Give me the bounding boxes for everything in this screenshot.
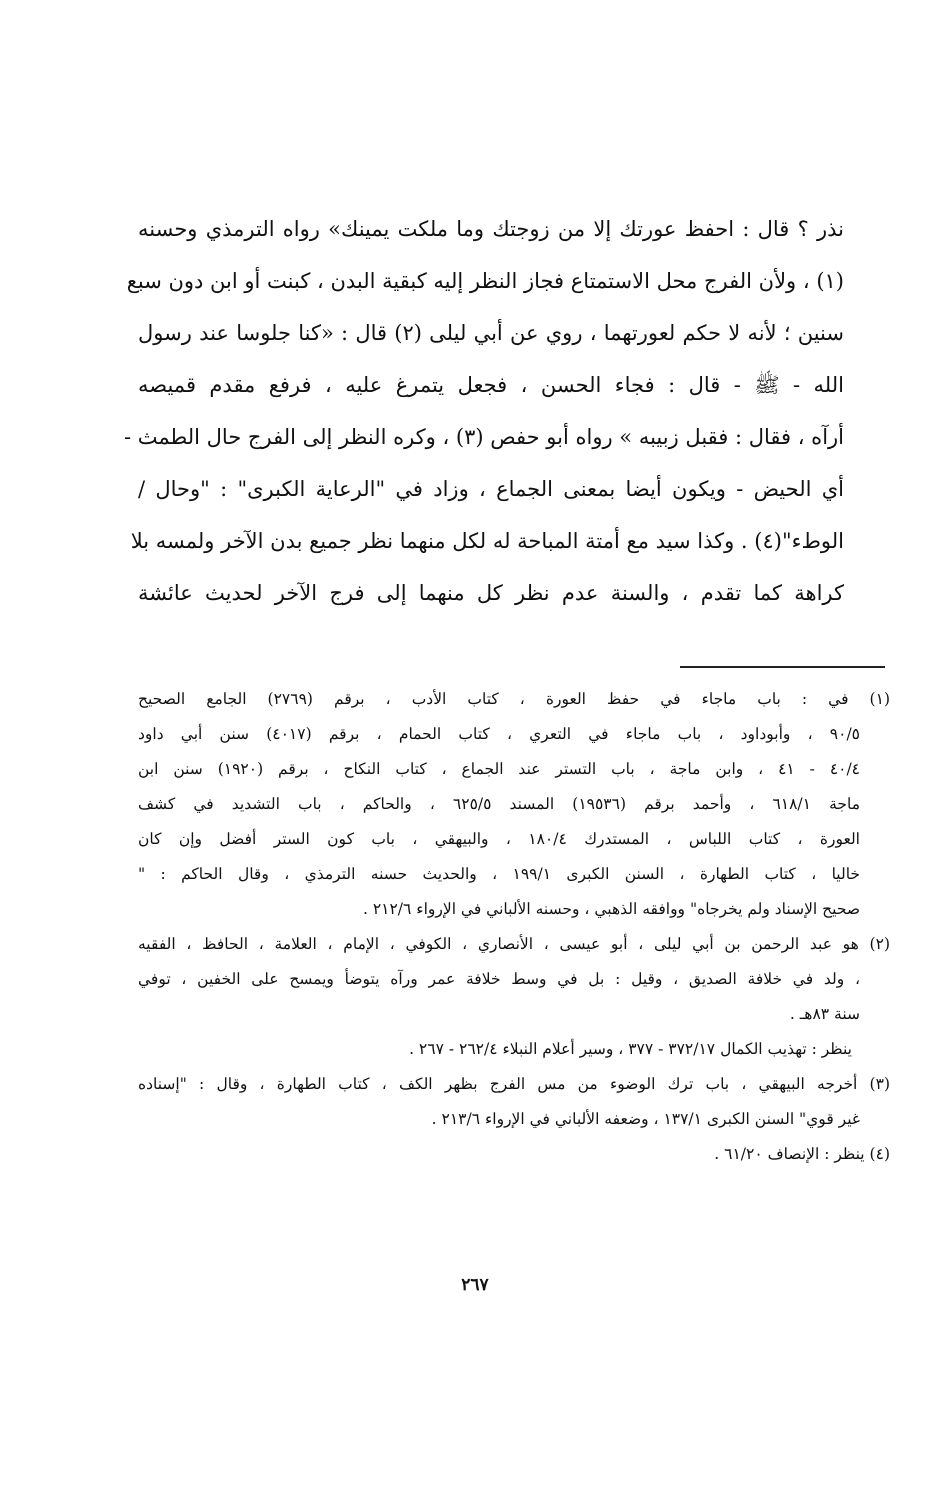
- footnote-line: ماجة ٦١٨/١ ، وأحمد برقم (١٩٥٣٦) المسند ٦٢٥/٥ ، والحاكم ، باب التشديد في كشف: [138, 795, 860, 813]
- footnote-line: ، ولد في خلافة الصديق ، وقيل : بل في وسط خلافة عمر ورآه يتوضأ ويمسح على الخفين ، توفي: [138, 970, 860, 988]
- footnote-line: صحيح الإسناد ولم يخرجاه" ووافقه الذهبي ، وحسنه الألباني في الإرواء ٢١٢/٦ .: [362, 900, 860, 918]
- footnote-line: غير قوي" السنن الكبرى ١٣٧/١ ، وضعفه الألباني في الإرواء ٢١٣/٦ .: [431, 1110, 860, 1128]
- footnotes: [138, 682, 890, 1172]
- text-line: أرآه ، فقال : فقبل زبيبه » رواه أبو حفص (٣) ، وكره النظر إلى الفرج حال الطمث -: [123, 425, 844, 449]
- page-number: ٢٦٧: [461, 1275, 489, 1295]
- footnote-line: ٩٠/٥ ، وأبوداود ، باب ماجاء في التعري ، كتاب الحمام ، برقم (٤٠١٧) سنن أبي داود: [138, 725, 860, 743]
- text-line: كراهة كما تقدم ، والسنة عدم نظر كل منهما إلى فرج الآخر لحديث عائشة: [138, 581, 844, 605]
- text-line: أي الحيض - ويكون أيضا بمعنى الجماع ، وزاد في "الرعاية الكبرى" : "وحال /: [138, 477, 844, 501]
- text-line: سنين ؛ لأنه لا حكم لعورتهما ، روي عن أبي ليلى (٢) قال : «كنا جلوسا عند رسول: [138, 321, 844, 345]
- text-line: (١) ، ولأن الفرج محل الاستمتاع فجاز النظر إليه كبقية البدن ، كبنت أو ابن دون سبع: [126, 269, 844, 293]
- main-text: [123, 203, 844, 619]
- footnote-line: خاليا ، كتاب الطهارة ، السنن الكبرى ١٩٩/١ ، والحديث حسنه الترمذي ، وقال الحاكم : ": [138, 865, 860, 883]
- text-line: الوطء"(٤) . وكذا سيد مع أمتة المباحة له لكل منهما نظر جميع بدن الآخر ولمسه بلا: [130, 529, 844, 553]
- footnote-line: ٤٠/٤ - ٤١ ، وابن ماجة ، باب التستر عند الجماع ، كتاب النكاح ، برقم (١٩٢٠) سنن ابن: [138, 760, 861, 778]
- footnote-line: (٤) ينظر : الإنصاف ٦١/٢٠ .: [714, 1145, 890, 1163]
- footnote-line: (٢) هو عبد الرحمن بن أبي ليلى ، أبو عيسى ، الأنصاري ، الكوفي ، الإمام ، العلامة ، الحافظ ، الفقيه: [138, 935, 890, 953]
- text-line: الله - ﷺ - قال : فجاء الحسن ، فجعل يتمرغ عليه ، فرفع مقدم قميصه: [138, 373, 844, 397]
- footnote-line: ينظر : تهذيب الكمال ٣٧٢/١٧ - ٣٧٧ ، وسير أعلام النبلاء ٢٦٢/٤ - ٢٦٧ .: [409, 1040, 852, 1058]
- footnote-line: سنة ٨٣هـ .: [789, 1005, 860, 1023]
- footnote-line: (٣) أخرجه البيهقي ، باب ترك الوضوء من مس الفرج بظهر الكف ، كتاب الطهارة ، وقال : "إسناده: [138, 1075, 890, 1093]
- footnote-line: (١) في : باب ماجاء في حفظ العورة ، كتاب الأدب ، برقم (٢٧٦٩) الجامع الصحيح: [138, 690, 890, 708]
- text-line: نذر ؟ قال : احفظ عورتك إلا من زوجتك وما ملكت يمينك» رواه الترمذي وحسنه: [138, 217, 844, 241]
- footnote-line: العورة ، كتاب اللباس ، المستدرك ١٨٠/٤ ، والبيهقي ، باب كون الستر أفضل وإن كان: [138, 830, 860, 848]
- footnote-divider: [680, 666, 885, 668]
